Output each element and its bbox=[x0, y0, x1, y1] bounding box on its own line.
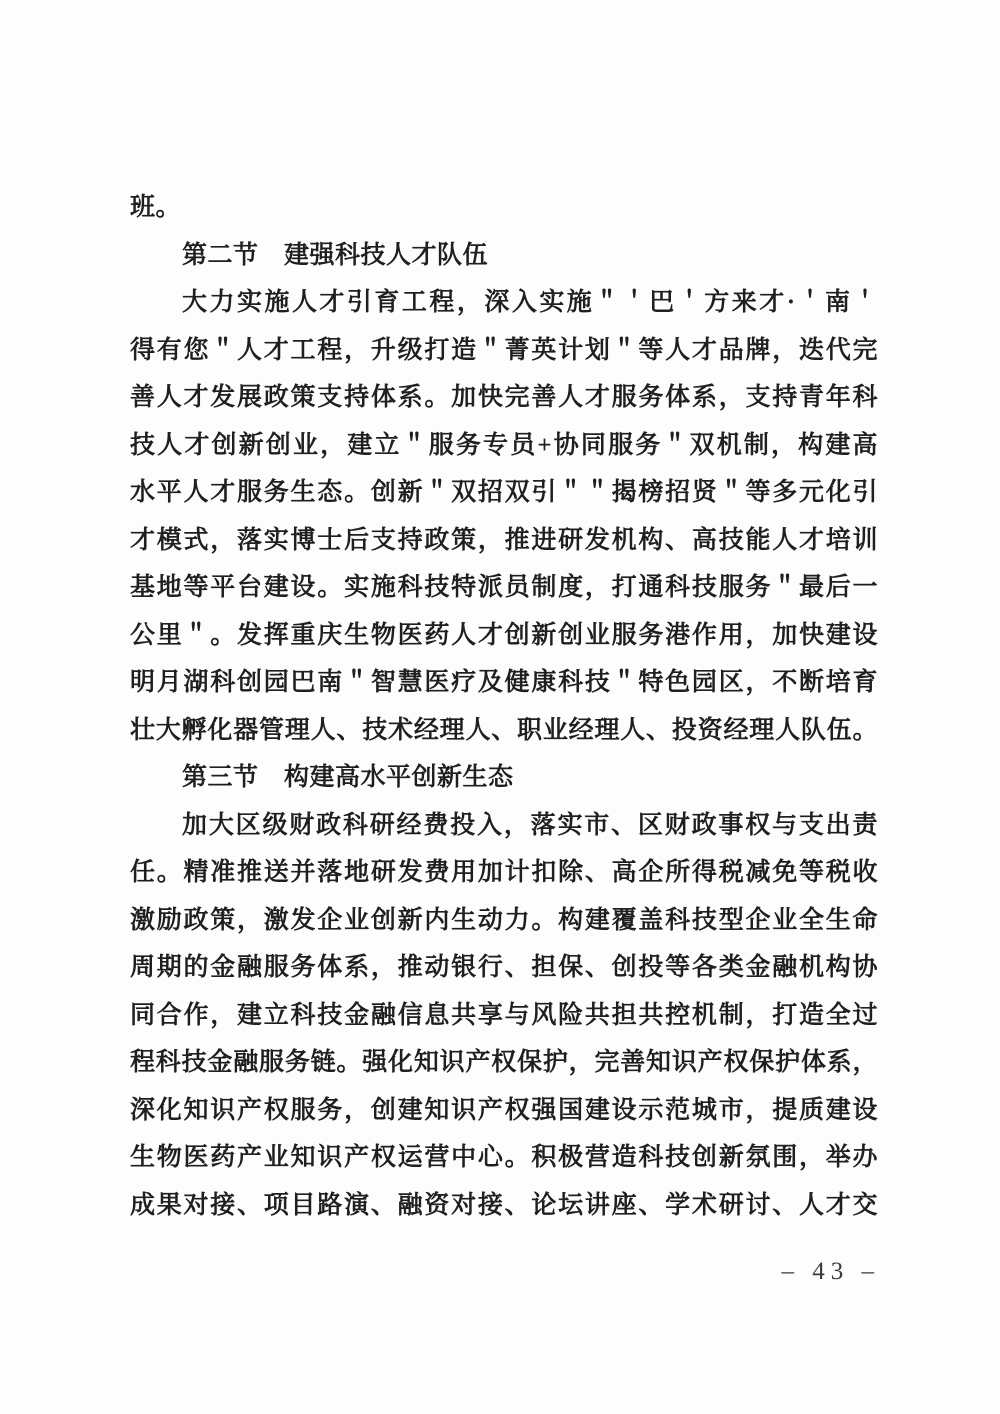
body-line: 水平人才服务生态。创新＂双招双引＂＂揭榜招贤＂等多元化引 bbox=[130, 479, 878, 506]
body-line: 明月湖科创园巴南＂智慧医疗及健康科技＂特色园区，不断培育 bbox=[130, 669, 878, 696]
body-line: 得有您＂人才工程，升级打造＂菁英计划＂等人才品牌，迭代完 bbox=[130, 336, 878, 364]
body-line: 才模式，落实博士后支持政策，推进研发机构、高技能人才培训 bbox=[130, 526, 878, 554]
body-line: 公里＂。发挥重庆生物医药人才创新创业服务港作用，加快建设 bbox=[130, 621, 878, 649]
paragraph-first-line: 加大区级财政科研经费投入，落实市、区财政事权与支出责 bbox=[182, 811, 878, 839]
continuation-line: 班。 bbox=[130, 194, 182, 221]
body-line: 基地等平台建设。实施科技特派员制度，打通科技服务＂最后一 bbox=[130, 574, 878, 601]
body-line: 同合作，建立科技金融信息共享与风险共担共控机制，打造全过 bbox=[130, 1001, 878, 1029]
body-line: 壮大孵化器管理人、技术经理人、职业经理人、投资经理人队伍。 bbox=[130, 716, 878, 744]
body-line: 技人才创新创业，建立＂服务专员+协同服务＂双机制，构建高 bbox=[130, 431, 878, 459]
document-body bbox=[130, 184, 878, 1229]
body-line: 善人才发展政策支持体系。加快完善人才服务体系，支持青年科 bbox=[130, 384, 878, 411]
body-line: 程科技金融服务链。强化知识产权保护，完善知识产权保护体系， bbox=[130, 1049, 878, 1076]
body-line: 激励政策，激发企业创新内生动力。构建覆盖科技型企业全生命 bbox=[130, 906, 878, 934]
body-line: 周期的金融服务体系，推动银行、担保、创投等各类金融机构协 bbox=[130, 954, 878, 981]
body-line: 深化知识产权服务，创建知识产权强国建设示范城市，提质建设 bbox=[130, 1096, 878, 1124]
page-number: – 43 – bbox=[781, 1258, 880, 1285]
section-heading: 第二节 建强科技人才队伍 bbox=[182, 240, 489, 269]
body-line: 成果对接、项目路演、融资对接、论坛讲座、学术研讨、人才交 bbox=[130, 1191, 878, 1219]
body-line: 任。精准推送并落地研发费用加计扣除、高企所得税减免等税收 bbox=[130, 859, 878, 886]
body-line: 生物医药产业知识产权运营中心。积极营造科技创新氛围，举办 bbox=[130, 1144, 878, 1171]
paragraph-first-line: 大力实施人才引育工程，深入实施＂＇巴＇方来才·＇南＇ bbox=[182, 289, 878, 316]
section-heading: 第三节 构建高水平创新生态 bbox=[182, 763, 514, 791]
